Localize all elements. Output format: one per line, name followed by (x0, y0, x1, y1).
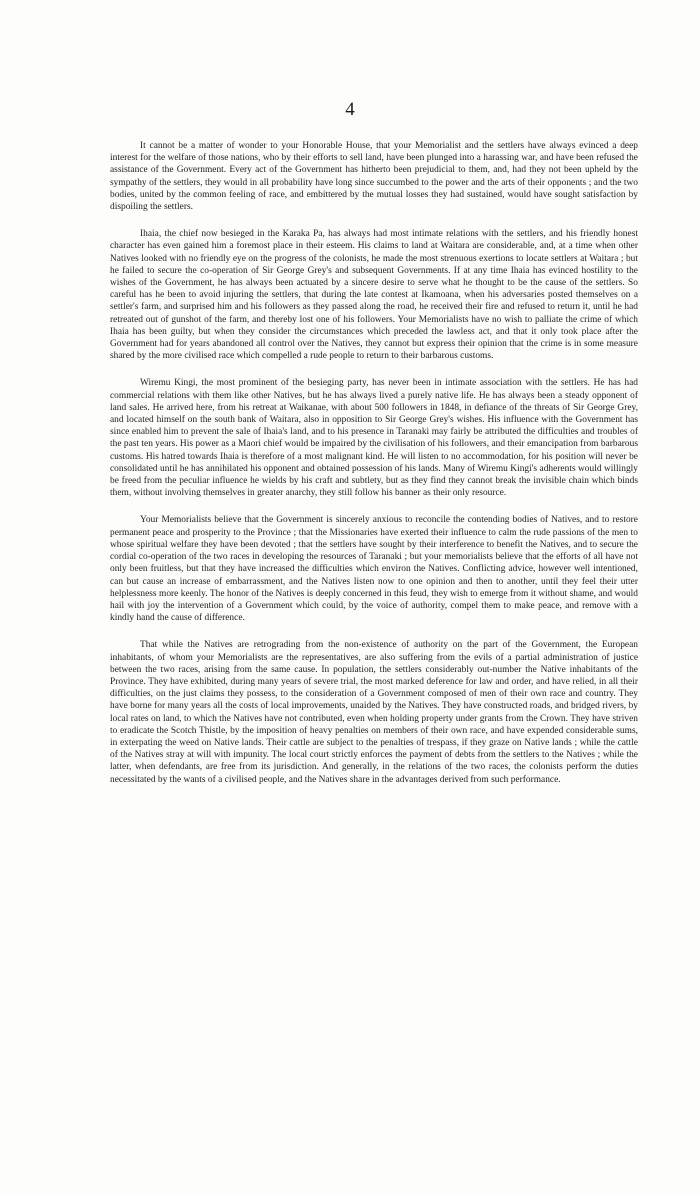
paragraph-european-inhabitants: That while the Natives are retrograding from the non-existence of authority on the part of the Government, the European inhabitants, of whom your Memorialists are the representatives, are also suffering from the evils of a partial administration of justice between the two races, arising from the same cause. In population, the settlers considerably out-number the Native inhabitants of the Province. They have exhibited, during many years of severe trial, the most marked deference for law and order, and have relied, in all their difficulties, on the just claims they possess, to the consideration of a Government composed of men of their own race and country. They have borne for many years all the costs of local improvements, unaided by the Natives. They have constructed roads, and bridged rivers, by local rates on land, to which the Natives have not contributed, even when holding property under grants from the Crown. They have striven to eradicate the Scotch Thistle, by the imposition of heavy penalties on members of their own race, and have expended considerable sums, in exterpating the weed on Native lands. Their cattle are subject to the penalties of trespass, if they graze on Native lands ; while the cattle of the Natives stray at will with impunity. The local court strictly enforces the payment of debts from the settlers to the Natives ; while the latter, when defendants, are free from its jurisdiction. And generally, in the relations of the two races, the colonists perform the duties necessitated by the wants of a civilised people, and the Natives share in the advantages derived from such performance. (110, 640, 638, 785)
paragraph-ihaia: Ihaia, the chief now besieged in the Karaka Pa, has always had most intimate relations with the settlers, and his friendly honest character has even gained him a foremost place in their esteem. His claims to land at Waitara are considerable, and, at a time when other Natives looked with no friendly eye on the progress of the colonists, he made the most strenuous exertions to locate settlers at Waitara ; but he failed to secure the co-operation of Sir George Grey's and subsequent Governments. If at any time Ihaia has evinced hostility to the wishes of the Government, he has always been actuated by a sincere desire to serve what he thought to be the cause of the settlers. So careful has he been to avoid injuring the settlers, that during the late contest at Ikamoana, when his adversaries posted themselves on a settler's farm, and surprised him and his followers as they passed along the road, he received their fire and refused to return it, until he had retreated out of gunshot of the farm, and thereby lost one of his followers. Your Memorialists have no wish to palliate the crime of which Ihaia has been guilty, but when they consider the circumstances which preceded the lawless act, and that it only took place after the Government had for years abandoned all control over the Natives, they cannot but express their opinion that the crime is in some measure shared by the more civilised race which compelled a rude people to return to their barbarous customs. (110, 229, 638, 362)
paragraph-government-reconcile: Your Memorialists believe that the Government is sincerely anxious to reconcile the contending bodies of Natives, and to restore permanent peace and prosperity to the Province ; that the Missionaries have exerted their influence to calm the rude passions of the men to whose spiritual welfare they have been devoted ; that the settlers have sought by their interference to benefit the Natives, and to secure the cordial co-operation of the two races in developing the resources of Taranaki ; but your memorialists believe that the efforts of all have not only been fruitless, but that they have increased the difficulties which environ the Natives. Conflicting advice, however well intentioned, can but cause an increase of embarrassment, and the Natives listen now to one opinion and then to another, until they feel their utter helplessness more keenly. The honor of the Natives is deeply concerned in this feud, they wish to emerge from it without shame, and would hail with joy the intervention of a Government which could, by the voice of authority, compel them to make peace, and remove with a kindly hand the cause of difference. (110, 515, 638, 624)
paragraph-wiremu-kingi: Wiremu Kingi, the most prominent of the besieging party, has never been in intimate association with the settlers. He has had commercial relations with them like other Natives, but he has always lived a purely native life. He has always been a steady opponent of land sales. He arrived here, from his retreat at Waikanae, with about 500 followers in 1848, in defiance of the threats of Sir George Grey, and located himself on the south bank of Waitara, also in opposition to Sir George Grey's wishes. His influence with the Government has since enabled him to prevent the sale of Ihaia's land, and to his presence in Taranaki may fairly be attributed the difficulties and troubles of the past ten years. His power as a Maori chief would be impaired by the civilisation of his followers, and their emancipation from barbarous customs. His hatred towards Ihaia is therefore of a most malignant kind. He will listen to no accommodation, for his position will never be consolidated until he has annihilated his opponent and obtained possession of his lands. Many of Wiremu Kingi's adherents would willingly be freed from the peculiar influence he wields by his craft and subtlety, but as they find they cannot break the invisible chain which binds them, without involving themselves in greater anarchy, they still follow his banner as their only resource. (110, 378, 638, 499)
document-body (110, 140, 638, 801)
page-number: 4 (345, 99, 355, 120)
paragraph-memorialist-interest: It cannot be a matter of wonder to your Honorable House, that your Memorialist and the settlers have always evinced a deep interest for the welfare of those nations, who by their efforts to sell land, have been plunged into a harassing war, and have been refused the assistance of the Government. Every act of the Government has hitherto been prejudicial to them, and, had they not been upheld by the sympathy of the settlers, they would in all probability have long since succumbed to the power and the arts of their opponents ; and the two bodies, united by the common feeling of race, and embittered by the mutual losses they had sustained, would have sought satisfaction by dispoiling the settlers. (110, 141, 638, 213)
